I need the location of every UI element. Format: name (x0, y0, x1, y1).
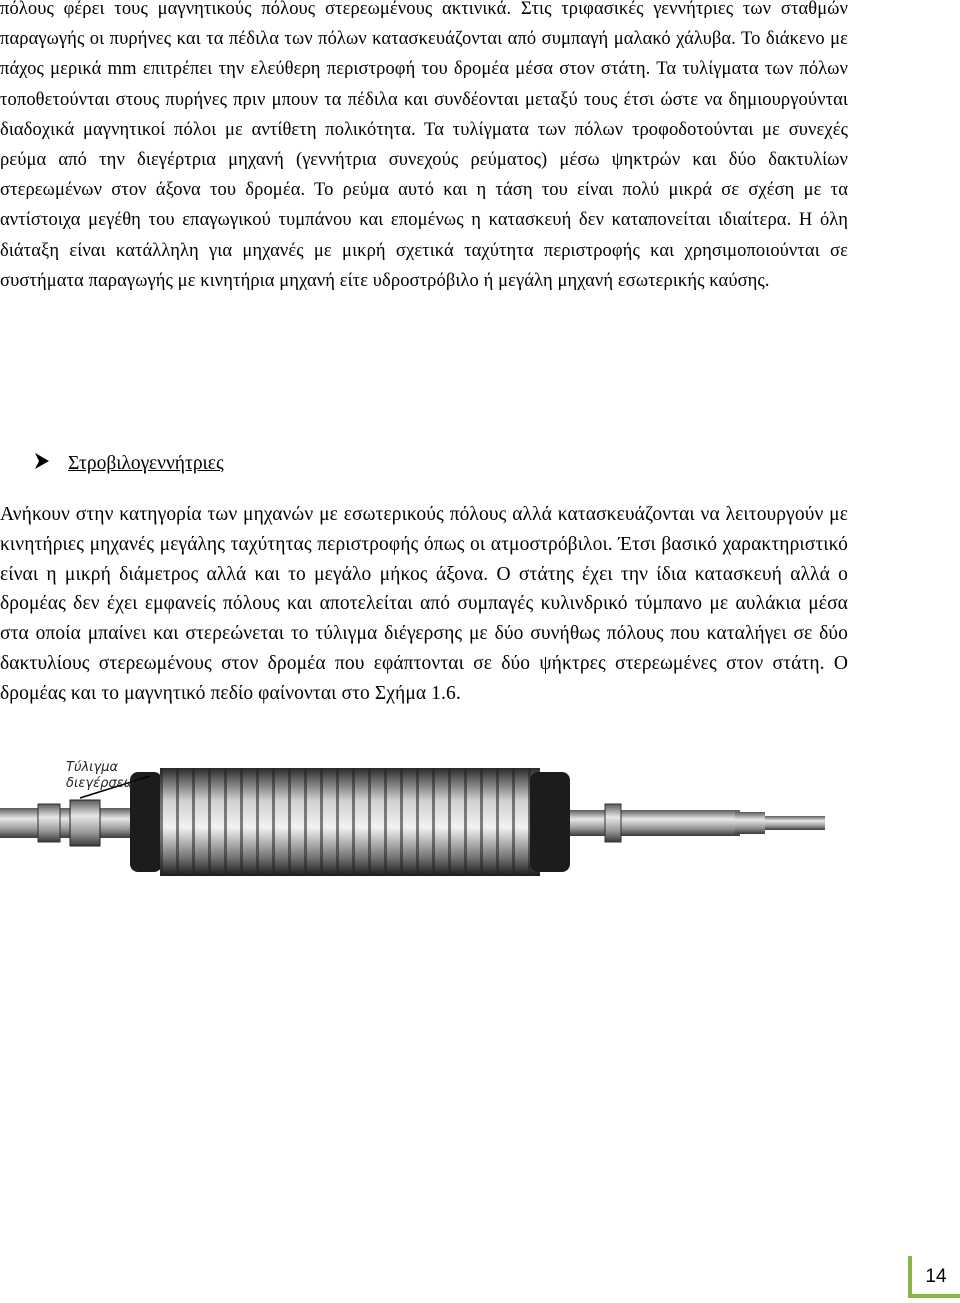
arrow-bullet-icon (34, 452, 52, 475)
page-number: 14 (925, 1266, 947, 1287)
page-number-box (908, 1256, 960, 1298)
body-paragraph-2: Ανήκουν στην κατηγορία των μηχανών με εσωτερικούς πόλους αλλά κατασκευάζονται να λειτουργούν με κινητήριες μηχανές μεγάλης ταχύτητας περιστροφής όπως οι ατμοστρόβιλοι. Έτσι βασικό χαρακτηριστικό είναι η μικρή διάμετρος αλλά και το μεγάλο μήκος άξονα. Ο στάτης έχει την ίδια κατασκευή αλλά ο δρομέας δεν έχει εμφανείς πόλους και αποτελείται από συμπαγές κυλινδρικό τύμπανο με αυλάκια μέσα στα οποία μπαίνει και στερεώνεται το τύλιγμα διέγερσης με δύο συνήθως πόλους που καταλήγει σε δύο δακτυλίους στερεωμένους στον δρομέα που εφάπτονται σε δύο ψήκτρες στερεωμένες στον στάτη. Ο δρομέας και το μαγνητικό πεδίο φαίνονται στο Σχήμα 1.6. (0, 504, 848, 704)
body-paragraph-1: πόλους φέρει τους μαγνητικούς πόλους στερεωμένους ακτινικά. Στις τριφασικές γεννήτριες των σταθμών παραγωγής οι πυρήνες και τα πέδιλα των πόλων κατασκευάζονται από συμπαγή μαλακό χάλυβα. Το διάκενο με πάχος μερικά mm επιτρέπει την ελεύθερη περιστροφή του δρομέα μέσα στον στάτη. Τα τυλίγματα των πόλων τοποθετούνται στους πυρήνες πριν μπουν τα πέδιλα και συνδέονται μεταξύ τους έτσι ώστε να δημιουργούνται διαδοχικά μαγνητικοί πόλοι με αντίθετη πολικότητα. Τα τυλίγματα των πόλων τροφοδοτούνται με συνεχές ρεύμα από την διεγέρτρια μηχανή (γεννήτρια συνεχούς ρεύματος) μέσω ψηκτρών και δύο δακτυλίων στερεωμένων στον άξονα του δρομέα. Το ρεύμα αυτό και η τάση του είναι πολύ μικρά σε σχέση με τα αντίστοιχα μεγέθη του επαγωγικού τυμπάνου και επομένως η κατασκευή δεν καταπονείται ιδιαίτερα. Η όλη διάταξη είναι κατάλληλη για μηχανές με μικρή σχετικά ταχύτητα περιστροφής και χρησιμοποιούνται σε συστήματα παραγωγής με κινητήρια μηχανή είτε υδροστρόβιλο ή μεγάλη μηχανή εσωτερικής καύσης. (0, 0, 848, 291)
figure-label-line-2: διεγέρσεως (66, 776, 143, 791)
figure-label (66, 760, 142, 792)
section-heading-text: Στροβιλογεννήτριες (68, 452, 224, 474)
section-heading (34, 452, 224, 475)
figure-label-line-1: Τύλιγμα (66, 760, 119, 775)
